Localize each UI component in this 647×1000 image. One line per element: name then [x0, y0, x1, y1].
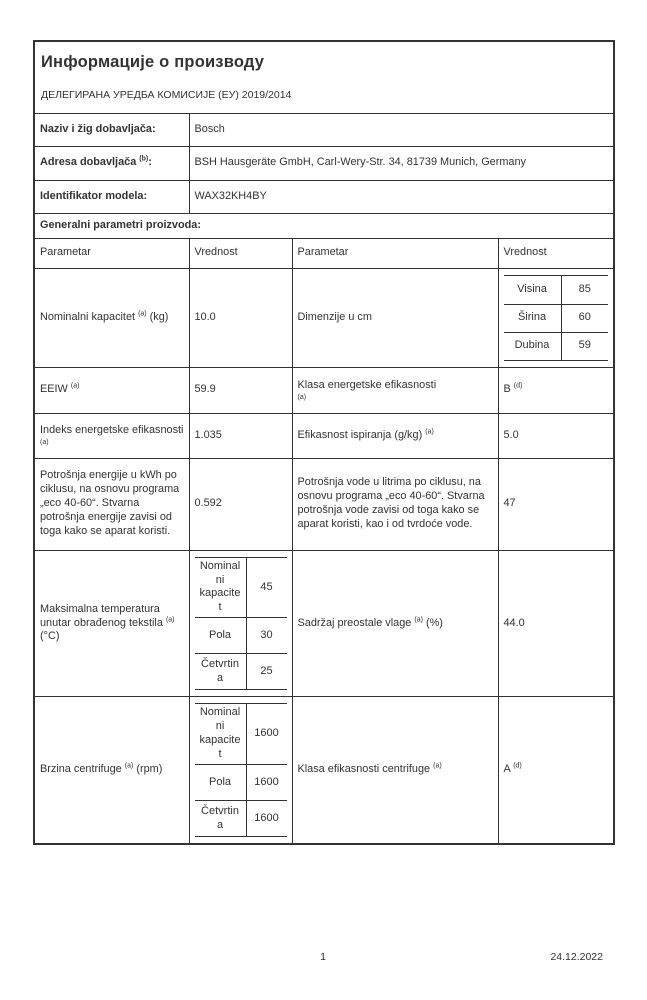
spin-subtable-cell — [189, 697, 292, 844]
capacity-dimensions-row — [34, 268, 614, 367]
energy-class-label-text: Klasa energetske efikasnosti — [297, 378, 437, 391]
dimension-row-value: 59 — [562, 332, 609, 360]
spin-row-value: 1600 — [247, 800, 287, 836]
eei-label-text: Indeks energetske efikasnosti — [40, 424, 184, 437]
eei-rinsing-row — [34, 413, 614, 458]
temperature-moisture-row — [34, 550, 614, 697]
spin-row-label: Četvrtina — [195, 800, 247, 836]
page-title: Информације о производу — [41, 53, 265, 71]
footnote-mark: (d) — [513, 762, 522, 770]
dimensions-subtable — [504, 275, 609, 361]
col-header-value-left: Vrednost — [189, 238, 292, 268]
residual-moisture-label — [292, 550, 498, 697]
max-temperature-label — [34, 550, 189, 697]
spin-row-value: 1600 — [254, 727, 279, 740]
eei-value: 1.035 — [189, 413, 292, 458]
section-header-row — [34, 213, 614, 238]
spin-row-label: Pola — [195, 764, 247, 800]
footnote-mark: (d) — [513, 382, 523, 390]
eeiw-energyclass-row — [34, 367, 614, 413]
residual-moisture-value: 44.0 — [498, 550, 614, 697]
water-consumption-value: 47 — [498, 458, 614, 550]
spin-speed-label — [34, 697, 189, 844]
spin-class-value — [498, 697, 614, 844]
temperature-subtable — [195, 557, 287, 691]
footnote-mark: (a) — [425, 427, 434, 435]
dimension-row-label: Dubina — [504, 332, 562, 360]
temperature-row-value: 25 — [247, 653, 287, 689]
page-number: 1 — [320, 951, 326, 963]
section-title: Generalni parametri proizvoda: — [34, 213, 614, 238]
spin-class-label — [292, 697, 498, 844]
capacity-label-text: Nominalni kapacitet — [40, 310, 136, 323]
rinsing-value: 5.0 — [498, 413, 614, 458]
footer-date: 24.12.2022 — [550, 951, 603, 963]
title-row — [34, 41, 614, 113]
col-header-value-right: Vrednost — [498, 238, 614, 268]
temperature-row-label: Nominalni kapacitet — [195, 558, 247, 618]
col-header-param-left: Parametar — [34, 238, 189, 268]
footnote-mark: (a) — [70, 382, 80, 390]
residual-moisture-label-text: Sadržaj preostale vlage — [297, 616, 412, 629]
spin-row-label: Nominalni kapacitet — [195, 704, 247, 764]
spin-row-value: 1600 — [247, 764, 287, 800]
temperature-row-label: Četvrtina — [195, 653, 247, 689]
eeiw-value: 59.9 — [189, 367, 292, 413]
title-cell — [34, 41, 614, 113]
col-header-param-right: Parametar — [292, 238, 498, 268]
product-info-table — [33, 40, 615, 845]
rinsing-label-text: Efikasnost ispiranja (g/kg) — [297, 428, 423, 441]
model-row — [34, 180, 614, 213]
supplier-address-row — [34, 146, 614, 180]
column-header-row — [34, 238, 614, 268]
supplier-address-label-text: Adresa dobavljača — [40, 156, 137, 169]
model-value: WAX32KH4BY — [189, 180, 614, 213]
energy-class-label — [292, 367, 498, 413]
dimensions-subtable-cell — [498, 268, 614, 367]
max-temperature-unit: (°C) — [40, 630, 60, 643]
dimensions-label: Dimenzije u cm — [292, 268, 498, 367]
footnote-mark: (b) — [139, 155, 149, 163]
dimension-row-label: Širina — [504, 304, 562, 332]
footnote-mark: (a) — [414, 615, 423, 623]
spin-speed-unit: (rpm) — [133, 763, 163, 776]
dimension-row-value: 60 — [562, 304, 609, 332]
spin-row — [34, 697, 614, 844]
supplier-address-value: BSH Hausgeräte GmbH, Carl-Wery-Str. 34, 81739 Munich, Germany — [189, 146, 614, 180]
supplier-name-row — [34, 113, 614, 146]
capacity-unit: (kg) — [146, 310, 169, 323]
dimension-row-label: Visina — [504, 276, 562, 304]
capacity-value: 10.0 — [189, 268, 292, 367]
footnote-mark: (a) — [124, 762, 134, 770]
temperature-row-value: 45 — [260, 580, 273, 593]
eei-label — [34, 413, 189, 458]
energy-class-value-text: B — [503, 383, 511, 396]
temperature-row-label: Pola — [195, 617, 247, 653]
supplier-name-label: Naziv i žig dobavljača: — [34, 113, 189, 146]
regulation-subtitle: ДЕЛЕГИРАНА УРЕДБА КОМИСИЈЕ (ЕУ) 2019/2014 — [41, 89, 292, 102]
footnote-mark: (a) — [297, 393, 307, 401]
consumption-row — [34, 458, 614, 550]
footnote-mark: (a) — [138, 309, 147, 317]
footnote-mark: (a) — [40, 439, 49, 447]
supplier-name-value: Bosch — [189, 113, 614, 146]
supplier-address-label-suffix: : — [148, 156, 152, 169]
model-label: Identifikator modela: — [34, 180, 189, 213]
energy-consumption-text: Potrošnja energije u kWh po ciklusu, na osnovu programa „eco 40-60“. Stvarna potrošnja energije zavisi od toga kako se aparat koristi. — [34, 458, 189, 550]
eeiw-label — [34, 367, 189, 413]
capacity-label — [34, 268, 189, 367]
temperature-subtable-cell — [189, 550, 292, 697]
rinsing-label — [292, 413, 498, 458]
spin-speed-label-text: Brzina centrifuge — [40, 763, 122, 776]
energy-consumption-value: 0.592 — [189, 458, 292, 550]
supplier-address-label — [34, 146, 189, 180]
temperature-row-value: 30 — [247, 617, 287, 653]
max-temperature-label-text: Maksimalna temperatura unutar obrađenog tekstila — [40, 602, 163, 629]
footnote-mark: (a) — [165, 615, 175, 623]
footnote-mark: (a) — [433, 762, 442, 770]
dimension-row-value: 85 — [578, 282, 591, 295]
residual-moisture-unit: (%) — [422, 616, 443, 629]
spin-class-label-text: Klasa efikasnosti centrifuge — [297, 763, 431, 776]
energy-class-value — [498, 367, 614, 413]
water-consumption-text: Potrošnja vode u litrima po ciklusu, na osnovu programa „eco 40-60“. Stvarna potrošnja vode zavisi od toga kako se aparat koristi, kao i od tvrdoće vode. — [292, 458, 498, 550]
spin-class-value-text: A — [503, 763, 511, 776]
eeiw-label-text: EEIW — [40, 383, 68, 396]
spin-subtable — [195, 703, 287, 837]
